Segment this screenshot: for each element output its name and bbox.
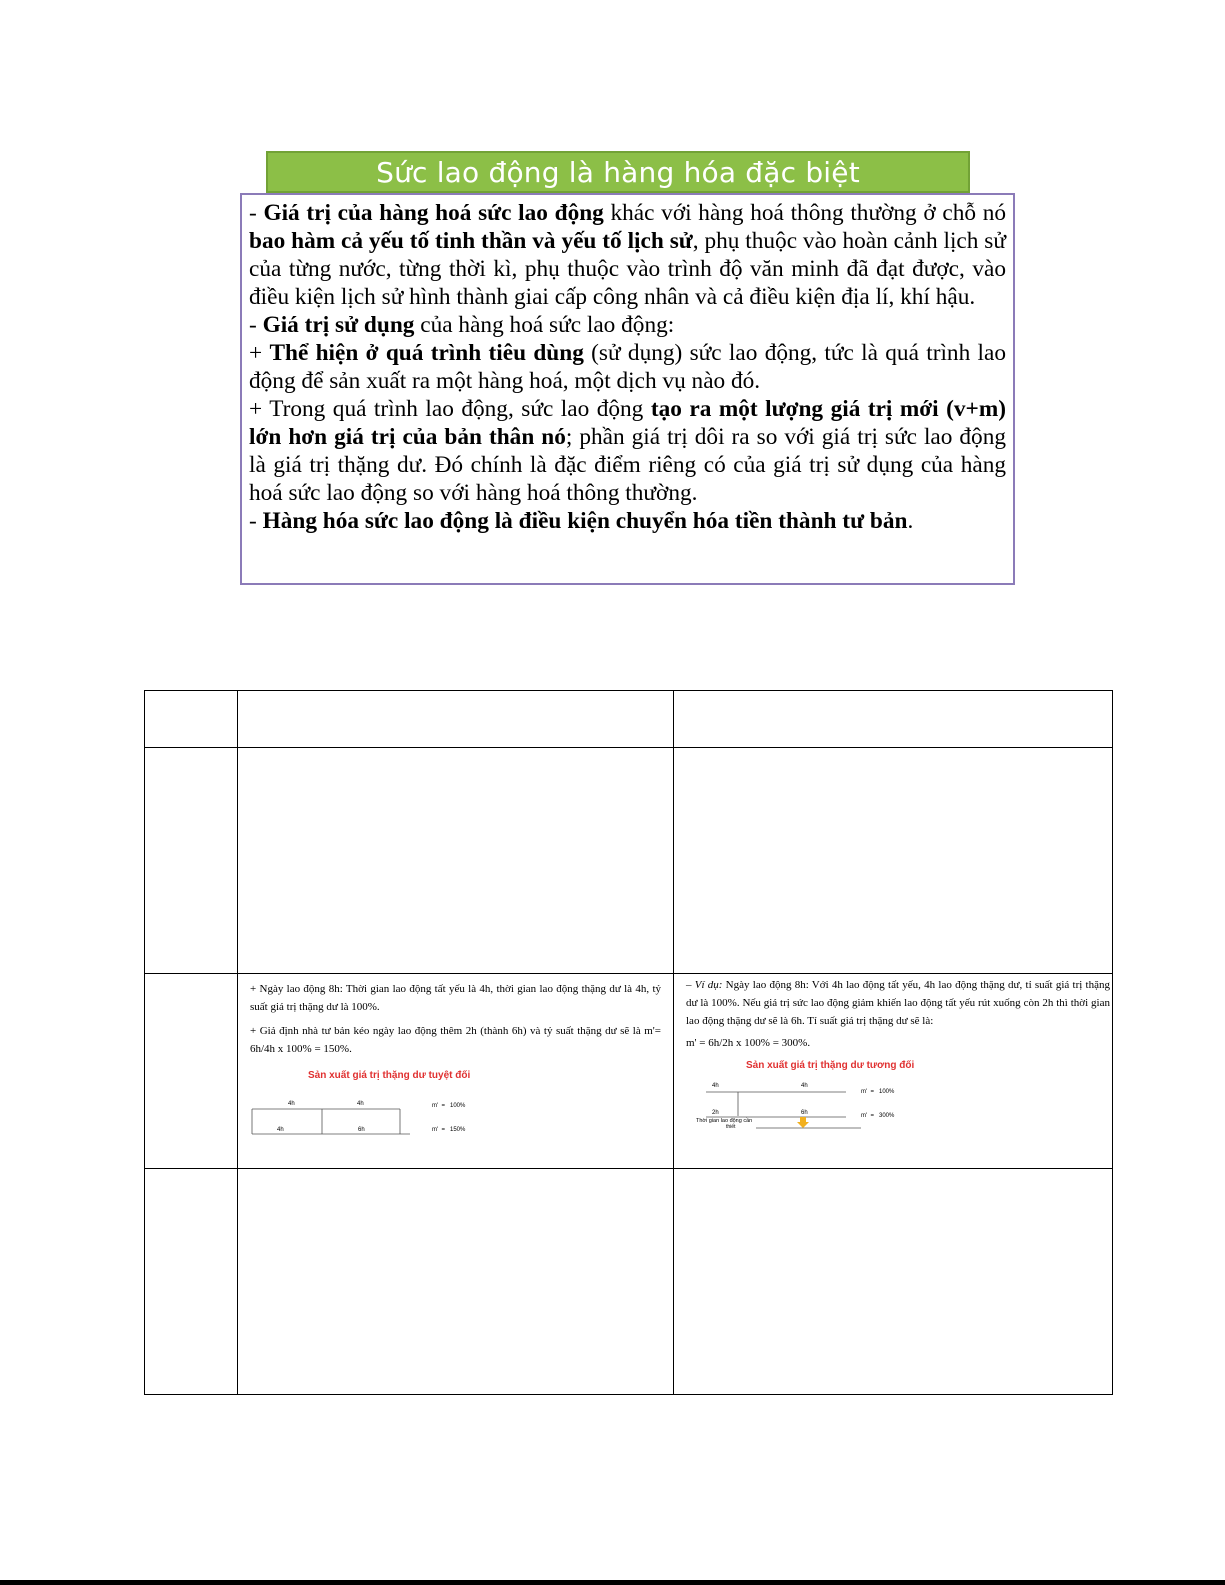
bold-phrase: bao hàm cả yếu tố tinh thần và yếu tố lịch sử — [249, 228, 693, 254]
text-run: , phụ thuộc vào hoàn cảnh lịch sử của từng nước, từng thời kì, phụ thuộc vào trình độ văn minh đã đạt được, vào điều kiện lịch sử hình thành giai cấp công nhân và cả điều kiện địa lí, khí hậu. — [249, 228, 1006, 310]
relative-formula-text: m' = 6h/2h x 100% = 300%. — [686, 1037, 811, 1049]
paragraph-use-value — [249, 311, 1006, 339]
slide-title: Sức lao động là hàng hóa đặc biệt — [376, 155, 860, 189]
table-row — [145, 748, 1113, 974]
table-cell — [674, 748, 1113, 974]
segment-label: 4h — [712, 1083, 719, 1089]
figure-title: Sản xuất giá trị thặng dư tuyệt đối — [308, 1070, 471, 1081]
rate-label: m' = 100% — [432, 1103, 466, 1109]
segment-label: 6h — [358, 1127, 365, 1133]
example-label: – Ví dụ: — [686, 979, 723, 991]
segment-label: 4h — [357, 1101, 364, 1107]
table-cell — [238, 691, 674, 748]
paragraph-conclusion — [249, 507, 1006, 535]
table-cell — [674, 1169, 1113, 1395]
bold-phrase: Thể hiện ở quá trình tiêu dùng — [269, 340, 584, 366]
absolute-surplus-cell — [238, 974, 674, 1169]
bold-phrase: Giá trị sử dụng — [262, 312, 415, 338]
table-cell — [145, 974, 238, 1169]
table-row — [145, 1169, 1113, 1395]
comparison-table — [144, 690, 1113, 1395]
paragraph-new-value — [249, 395, 1006, 507]
figure-title: Sản xuất giá trị thặng dư tương đối — [746, 1060, 915, 1071]
table-cell — [238, 1169, 674, 1395]
content-box — [240, 193, 1015, 585]
bullet-plus: + — [249, 340, 270, 366]
slide-title-banner — [266, 151, 970, 193]
paragraph-consumption — [249, 339, 1006, 395]
bullet-dash: - — [249, 200, 264, 226]
text-run: ; phần giá trị dôi ra so với giá trị sức lao động là giá trị thặng dư. Đó chính là đặc điểm riêng có của giá trị sử dụng của hàng hoá sức lao động so với hàng hoá thông thường. — [249, 424, 1006, 506]
table-row — [145, 974, 1113, 1169]
figure-caption: Thời gian lao động cần — [696, 1118, 753, 1124]
table-cell — [145, 1169, 238, 1395]
text-run: (sử dụng) sức lao động, tức là quá trình lao động để sản xuất ra một hàng hoá, một dịch vụ nào đó. — [249, 340, 1007, 394]
segment-label: 4h — [801, 1083, 808, 1089]
bold-phrase: Hàng hóa sức lao động là điều kiện chuyển hóa tiền thành tư bản — [262, 508, 908, 534]
segment-label: 4h — [288, 1101, 295, 1107]
text-run: Ngày lao động 8h: Với 4h lao động tất yếu, 4h lao động thặng dư, tỉ suất giá trị thặng dư là 100%. Nếu giá trị sức lao động giảm khiến lao động tất yếu rút xuống còn 2h thì thời gian lao động thặng dư sẽ là 6h. Tỉ suất giá trị thặng dư sẽ là: — [686, 979, 1110, 1027]
absolute-assumption-text: + Giả định nhà tư bản kéo ngày lao động thêm 2h (thành 6h) và tỷ suất thặng dư sẽ là m'= 6h/4h x 100% = 150%. — [250, 1025, 661, 1055]
rate-label: m' = 100% — [861, 1089, 895, 1095]
down-arrow-icon — [797, 1117, 809, 1128]
segment-label: 2h — [712, 1110, 719, 1116]
page-bottom-rule — [0, 1580, 1225, 1585]
table-cell — [238, 748, 674, 974]
relative-example-text — [686, 976, 1110, 1030]
figure-caption: thiết — [726, 1124, 736, 1130]
segment-label: 6h — [801, 1110, 808, 1116]
bullet-dash: - — [249, 312, 263, 338]
paragraph-value — [249, 199, 1006, 311]
bullet-dash: - — [249, 508, 263, 534]
bold-phrase: tạo ra một lượng giá trị mới (v+m) lớn hơn giá trị của bản thân nó — [249, 396, 1006, 450]
relative-surplus-figure — [686, 1056, 936, 1136]
text-run: khác với hàng hoá thông thường ở chỗ nó — [603, 200, 1006, 226]
text-run: + Trong quá trình lao động, sức lao động — [249, 396, 651, 422]
absolute-surplus-figure — [250, 1064, 490, 1144]
rate-label: m' = 300% — [861, 1113, 895, 1119]
table-cell — [145, 748, 238, 974]
table-cell — [145, 691, 238, 748]
table-row — [145, 691, 1113, 748]
segment-label: 4h — [277, 1127, 284, 1133]
text-run: . — [907, 508, 914, 534]
relative-surplus-cell — [674, 974, 1113, 1169]
text-run: của hàng hoá sức lao động: — [414, 312, 675, 338]
absolute-example-text: + Ngày lao động 8h: Thời gian lao động tất yếu là 4h, thời gian lao động thặng dư là 4h, tỷ suất giá trị thặng dư là 100%. — [250, 983, 661, 1013]
table-cell — [674, 691, 1113, 748]
bold-phrase: Giá trị của hàng hoá sức lao động — [263, 200, 604, 226]
rate-label: m' = 150% — [432, 1127, 466, 1133]
